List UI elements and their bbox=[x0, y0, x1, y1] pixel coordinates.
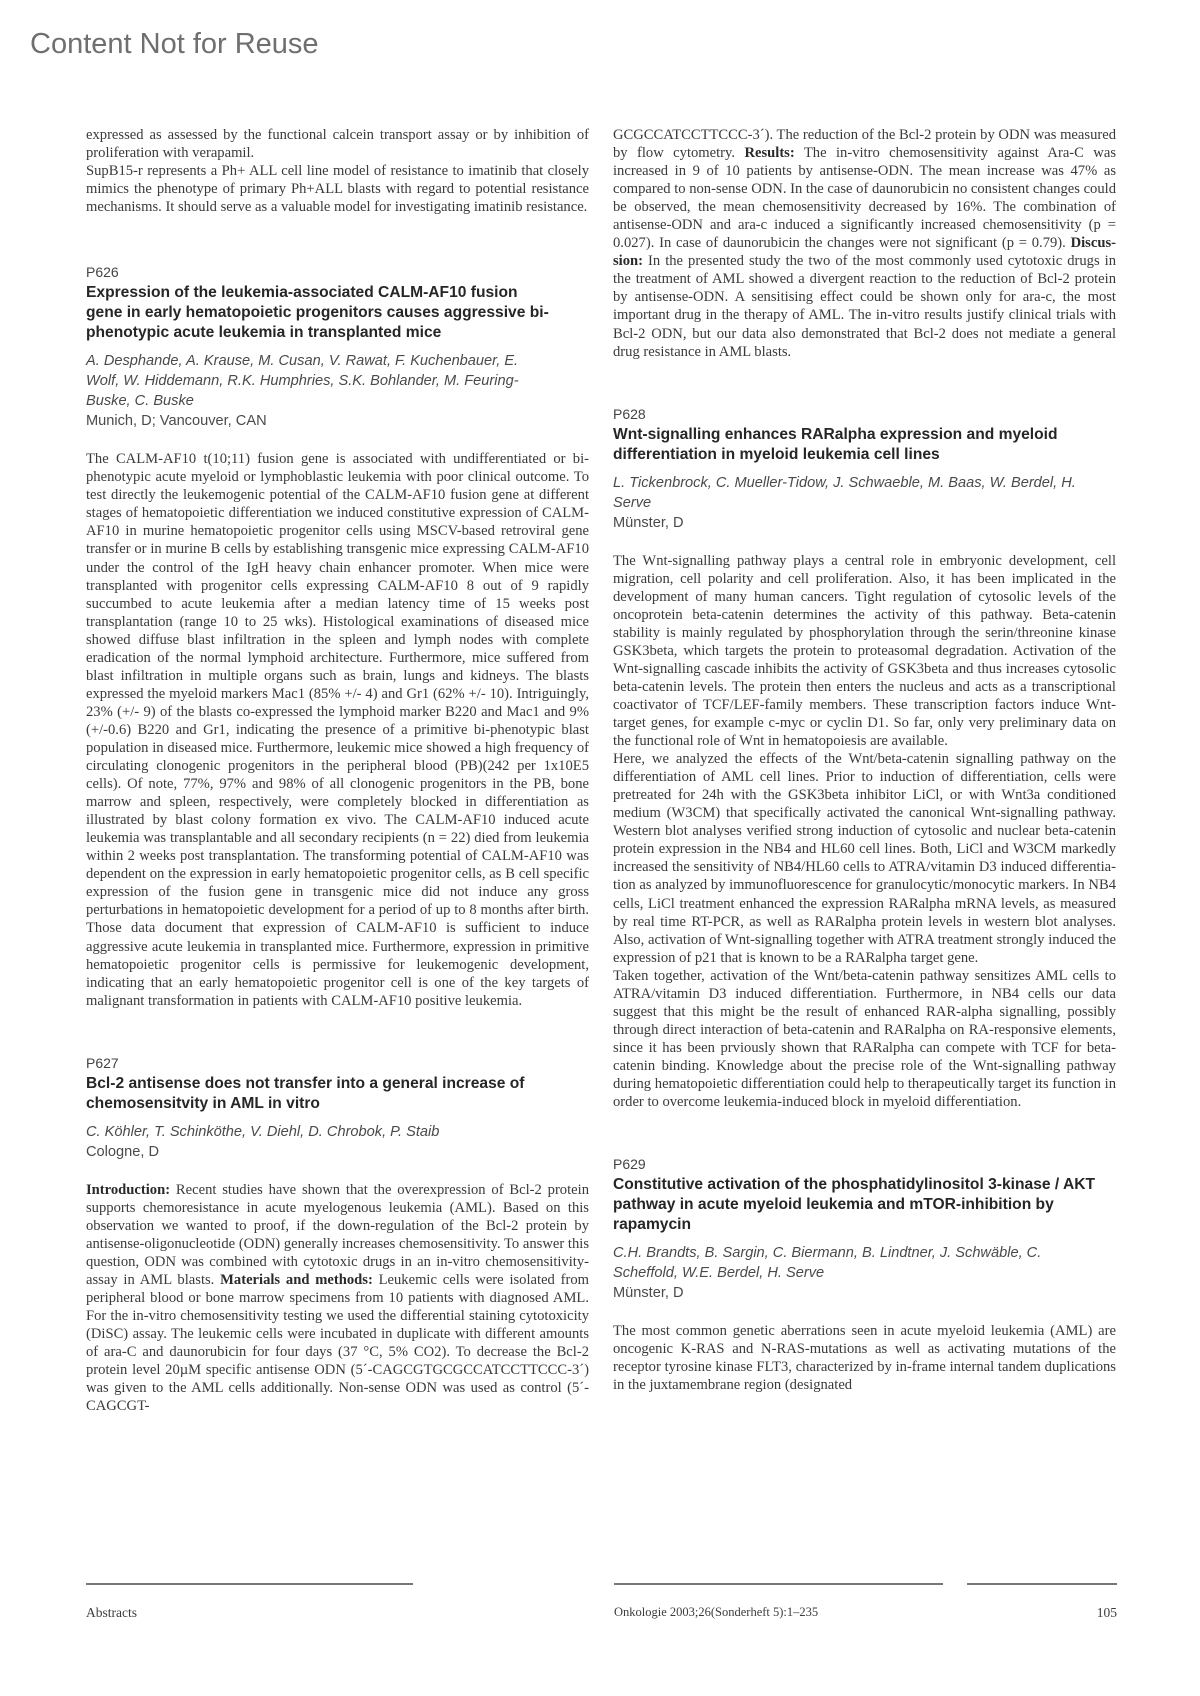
abstract-id: P628 bbox=[613, 405, 646, 422]
abstract-title: Bcl-2 antisense does not transfer into a general increase of chemosensitvity in AML in vitro bbox=[86, 1074, 525, 1112]
section-label-discussion: Discussion: bbox=[613, 235, 1116, 270]
continuation-paragraph: SupB15-r represents a Ph+ ALL cell line model of resistance to imatinib that closely mimics the phenotype of primary Ph+ALL blasts with regard to potential resistance mechanisms. It should serve as a valuable model for investigating imatinib resistance. bbox=[86, 163, 589, 216]
discussion-text: In the presented study the two of the most commonly used cytotoxic drugs in the treatment of AML showed a divergent reaction to the reduction of Bcl-2 protein by antisense-ODN. A sensitising effect could be shown only for ara-c, the most important drug in the therapy of AML. The in-vitro results justify clinical trials with Bcl-2 ODN, but our data also demonstrated that Bcl-2 does not mediate a general drug resistance in AML blasts. bbox=[613, 253, 1116, 360]
abstract-authors: C.H. Brandts, B. Sargin, C. Biermann, B. Lindtner, J. Schwäble, C. Scheffold, W.E. Berdel, H. Serve bbox=[613, 1245, 1042, 1282]
abstract-location: Cologne, D bbox=[86, 1143, 160, 1160]
section-label-introduction: Introduction: bbox=[86, 1181, 171, 1198]
abstract-paragraph: Taken together, activation of the Wnt/beta-catenin pathway sensitizes AML cells to ATRA/vitamin D3 induced differentiation. Furthermore, in NB4 cells our data suggest that this might be the result of enhanced RAR-alpha signalling, possibly through direct interaction of beta-catenin and RARalpha on RA-responsive elements, since it has been prviously shown that RARalpha can compete with TCF for beta-catenin binding. Knowledge about the precise role of the Wnt-signalling pathway during hematopoietic differentiation could help to therapeutically target its function in order to overcome leukemia-induced block in myeloid differentiation. bbox=[613, 967, 1116, 1111]
abstract-body: The CALM-AF10 t(10;11) fusion gene is associated with undifferentiated or bi-phenotypic acute myeloid or lymphoblastic leukemia with poor clinical outcome. To test directly the leukemogenic potential of the CALM-AF10 fusion gene at different stages of hematopoietic differentiation we induced constitutive expression of CALM-AF10 in murine hematopoietic progenitor cells using MSCV-based retroviral gene transfer or in murine B cells by establishing transgenic mice expressing CALM-AF10 under the control of the IgH heavy chain enhancer promoter. When mice were transplanted with progenitor cells expressing CALM-AF10 8 out of 9 rapidly succumbed to acute leukemia after a median latency time of 15 weeks post transplantation (range 10 to 25 wks). Histological examinations of diseased mice showed diffuse blast infiltration in the spleen and lymph nodes with complete eradication of the normal lymphoid architecture. Furthermore, mice suffered from blast infiltration in multiple organs such as brain, lungs and kidneys. The blasts expressed the myeloid markers Mac1 (85% +/- 4) and Gr1 (62% +/- 10). Intriguingly, 23% (+/- 9) of the blasts co-expressed the lymphoid marker B220 and Mac1 and 9% (+/-0.6) B220 and Gr1, indicating the presence of a primitive bi-phenotypic blast population in diseased mice. Furthermore, leukemic mice showed a high frequency of circulating clonogenic progenitors in the peripheral blood (PB)(242 per 1x10E5 cells). Of note, 77%, 97% and 98% of all clonogenic progenitors in the PB, bone marrow and spleen, respectively, were completely blocked in differentiation as illustrated by blast colony formation ex vivo. The CALM-AF10 induced acute leukemia was transplantable and all secondary recipients (n = 22) died from leukemia within 2 weeks post transplantation. The transforming potential of CALM-AF10 was dependent on the expression in early hematopoietic progenitor cells, as B cell specific expression of the fusion gene in transgenic mice did not induce any gross perturbations in hematopoietic development for a period of up to 8 months after birth. Those data document that expression of CALM-AF10 is sufficient to induce aggressive acute leukemia in transplanted mice. Furthermore, expression in primitive hematopoietic progenitor cells is permissive for leukemogenic development, indicating that an early hematopoietic progenitor cell is one of the key targets of malignant transformation in patients with CALM-AF10 positive leukemia. bbox=[86, 451, 589, 1009]
abstract-location: Münster, D bbox=[613, 514, 684, 531]
abstract-body bbox=[86, 1181, 589, 1416]
abstract-location: Münster, D bbox=[613, 1285, 684, 1302]
introduction-text: Recent studies have shown that the overexpression of Bcl-2 protein supports chemoresistance in acute myelogenous leukemia (AML). Based on this observation we wanted to proof, if the down-regulation of the Bcl-2 protein by antisense-oligonucleotide (ODN) generally increases chemosensitivity. To answer this question, ODN was combined with cytotoxic drugs in an in-vitro chemosensitivity-assay in AML blasts. bbox=[86, 1181, 589, 1288]
abstract-p627 bbox=[86, 1054, 589, 1416]
footer-rule-right bbox=[967, 1583, 1117, 1585]
methods-text: Leukemic cells were isolated from peripheral blood or bone marrow specimens from 10 patients with diagnosed AML. For the in-vitro chemosensitivity testing we used the differential staining cytotoxicity (DiSC) assay. The leukemic cells were incubated in duplicate with different amounts of ara-C and daunorubicin for four days (37 °C, 5% CO2). To decrease the Bcl-2 protein level 20µM specific antisense ODN (5´-CAGCGTGCGCCATCCTTCCC-3´) was given to the AML cells additionally. Non-sense ODN was used as control (5´-CAGCGT- bbox=[86, 1271, 590, 1415]
abstract-p626 bbox=[86, 263, 589, 1009]
abstract-p628 bbox=[613, 405, 1116, 1111]
right-column bbox=[613, 126, 1116, 1394]
abstract-body: The most common genetic aberrations seen in acute myeloid leukemia (AML) are oncogenic K-RAS and N-RAS-mutations as well as activating mutations of the receptor tyrosine kinase FLT3, characterized by in-frame internal tandem duplications in the juxtamembrane region (designated bbox=[613, 1323, 1116, 1394]
abstract-id: P626 bbox=[86, 264, 119, 281]
abstract-authors: L. Tickenbrock, C. Mueller-Tidow, J. Schwaeble, M. Baas, W. Berdel, H. Serve bbox=[613, 474, 1076, 511]
footer-rule-left bbox=[86, 1583, 413, 1585]
abstract-authors: A. Desphande, A. Krause, M. Cusan, V. Rawat, F. Kuchenbauer, E. Wolf, W. Hiddemann, R.K. Humphries, S.K. Bohlander, M. Feuring-Buske, C. Buske bbox=[86, 353, 519, 410]
footer-rule-middle bbox=[614, 1583, 943, 1585]
left-column bbox=[86, 126, 589, 1415]
abstract-id: P629 bbox=[613, 1156, 646, 1173]
footer-citation: Onkologie 2003;26(Sonderheft 5):1–235 bbox=[614, 1605, 819, 1619]
abstract-authors: C. Köhler, T. Schinköthe, V. Diehl, D. Chrobok, P. Staib bbox=[86, 1123, 440, 1140]
continuation-paragraph: expressed as assessed by the functional calcein transport assay or by inhibition of proliferation with verapamil. bbox=[86, 127, 589, 162]
abstract-title: Expression of the leukemia-associated CALM-AF10 fusion gene in early hematopoietic progenitors causes aggressive bi-phenotypic acute leukemia in transplanted mice bbox=[86, 284, 549, 342]
section-label-results: Results: bbox=[744, 145, 795, 162]
abstract-location: Munich, D; Vancouver, CAN bbox=[86, 413, 267, 430]
watermark: Content Not for Reuse bbox=[30, 28, 319, 60]
abstract-p629 bbox=[613, 1155, 1116, 1394]
section-label-methods: Materials and methods: bbox=[220, 1271, 373, 1288]
page-number: 105 bbox=[1096, 1605, 1117, 1620]
abstract-title: Constitutive activation of the phosphatidylinositol 3-kinase / AKT pathway in acute myeloid leukemia and mTOR-inhibition by rapamycin bbox=[613, 1176, 1096, 1234]
footer-section-label: Abstracts bbox=[86, 1605, 137, 1620]
results-text: The in-vitro chemosensitivity against Ara-C was increased in 9 of 10 patients by antisense-ODN. The mean increase was 47% as compared to non-sense ODN. In the case of daunorubicin no consistent changes could be observed, the mean chemosensitivity decreased by 16%. The combination of antisense-ODN and ara-c induced a significantly increased chemosensitivity (p = 0.027). In case of daunorubicin the changes were not significant (p = 0.79). bbox=[613, 145, 1117, 252]
methods-text-continued: GCGCCATCCTTCCC-3´). The reduction of the Bcl-2 protein by ODN was measured by flow cytometry. bbox=[613, 127, 1116, 162]
abstract-id: P627 bbox=[86, 1054, 119, 1071]
abstract-title: Wnt-signalling enhances RARalpha expression and myeloid differentiation in myeloid leukemia cell lines bbox=[613, 425, 1058, 463]
p627-continuation bbox=[613, 126, 1116, 361]
abstract-paragraph: The Wnt-signalling pathway plays a central role in embryonic development, cell migration, cell polarity and cell proliferation. Also, it has been implicated in the development of many human cancers. Tight regulation of cytosolic levels of the oncoprotein beta-catenin determines the activity of this pathway. Beta-catenin stability is mainly regulated by phosphorylation through the serin/threonine kinase GSK3beta, which targets the protein to proteasomal degradation. Activation of the Wnt-signalling cascade inhibits the activity of GSK3beta and thus increases cytosolic beta-catenin levels. The protein then enters the nucleus and acts as a transcriptional coactivator of TCF/LEF-family members. These transcription factors induce Wnt-target genes, for example c-myc or cyclin D1. So far, only very preliminary data on the functional role of Wnt in hematopoiesis are available. bbox=[613, 552, 1116, 750]
abstract-paragraph: Here, we analyzed the effects of the Wnt/beta-catenin signalling pathway on the differentiation of AML cell lines. Prior to induction of differentiation, cells were pretreated for 24h with the GSK3beta inhibitor LiCl, or with Wnt3a conditioned medium (W3CM) that specifically activated the canonical Wnt-signalling pathway. Western blot analyses verified strong induction of cytosolic and nuclear beta-catenin protein expression in the NB4 and HL60 cell lines. Both, LiCl and W3CM markedly increased the sensitivity of NB4/HL60 cells to ATRA/vitamin D3 induced differentiation as analyzed by immunofluorescence for granulocytic/monocytic markers. In NB4 cells, LiCl treatment enhanced the expression RARalpha mRNA levels, as measured by real time RT-PCR, as well as RARalpha protein levels in western blot analyses. Also, activation of Wnt-signalling together with ATRA treatment strongly induced the expression of p21 that is known to be a RARalpha target gene. bbox=[613, 751, 1116, 966]
